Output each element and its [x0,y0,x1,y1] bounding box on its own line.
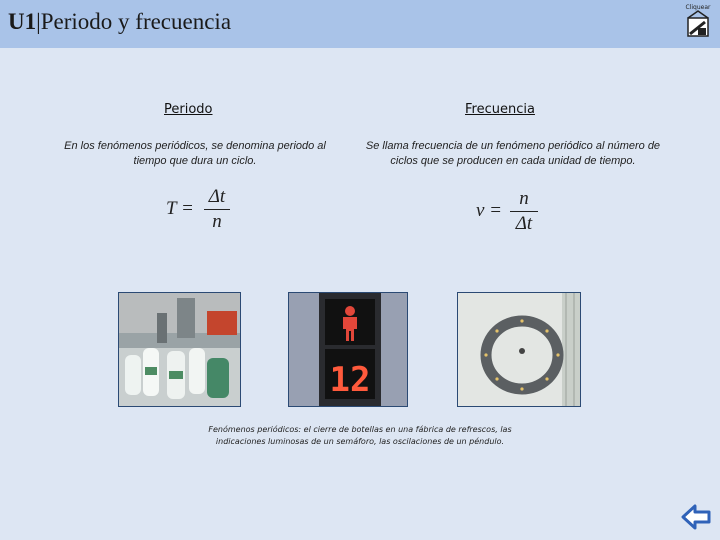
frecuencia-fraction-bar [510,211,538,212]
periodo-formula-numerator: Δt [208,186,226,207]
frecuencia-formula [476,188,556,240]
photos-caption [160,424,560,448]
header-bar [0,0,720,48]
caption-line1: Fenómenos periódicos: el cierre de botellas en una fábrica de refrescos, las [208,425,512,434]
bottles-photo [118,292,241,407]
frecuencia-text-line1: Se llama frecuencia de un fenómeno periódico al número de [365,140,661,152]
title-prefix: U1 [8,9,37,34]
periodo-text-line1: En los fenómenos periódicos, se denomina periodo al [64,140,326,152]
pendulum-photo [457,292,581,407]
frecuencia-description [348,139,678,169]
periodo-formula-denominator: n [212,211,222,232]
back-arrow-button[interactable] [681,502,711,532]
frecuencia-formula-lhs: ν = [476,200,503,221]
periodo-formula [166,186,246,238]
periodo-fraction-bar [204,209,230,210]
frecuencia-text-line2: ciclos que se producen en cada unidad de tiempo. [390,155,636,167]
caption-line2: indicaciones luminosas de un semáforo, las oscilaciones de un péndulo. [215,437,505,446]
frecuencia-heading: Frecuencia [465,102,535,117]
page-title [8,9,231,35]
back-arrow-icon [681,502,711,532]
periodo-heading: Periodo [164,102,213,117]
traffic-light-photo [288,292,408,407]
frecuencia-formula-numerator: n [519,188,529,209]
periodo-formula-lhs: T = [166,198,194,219]
periodo-text-line2: tiempo que dura un ciclo. [133,155,257,167]
logo-text: Cliquear [685,4,711,11]
title-text: |Periodo y frecuencia [36,9,232,34]
periodo-description [40,139,350,169]
frecuencia-formula-denominator: Δt [515,213,533,234]
traffic-light-countdown: 12 [329,360,371,400]
home-logo-icon[interactable] [683,4,713,38]
